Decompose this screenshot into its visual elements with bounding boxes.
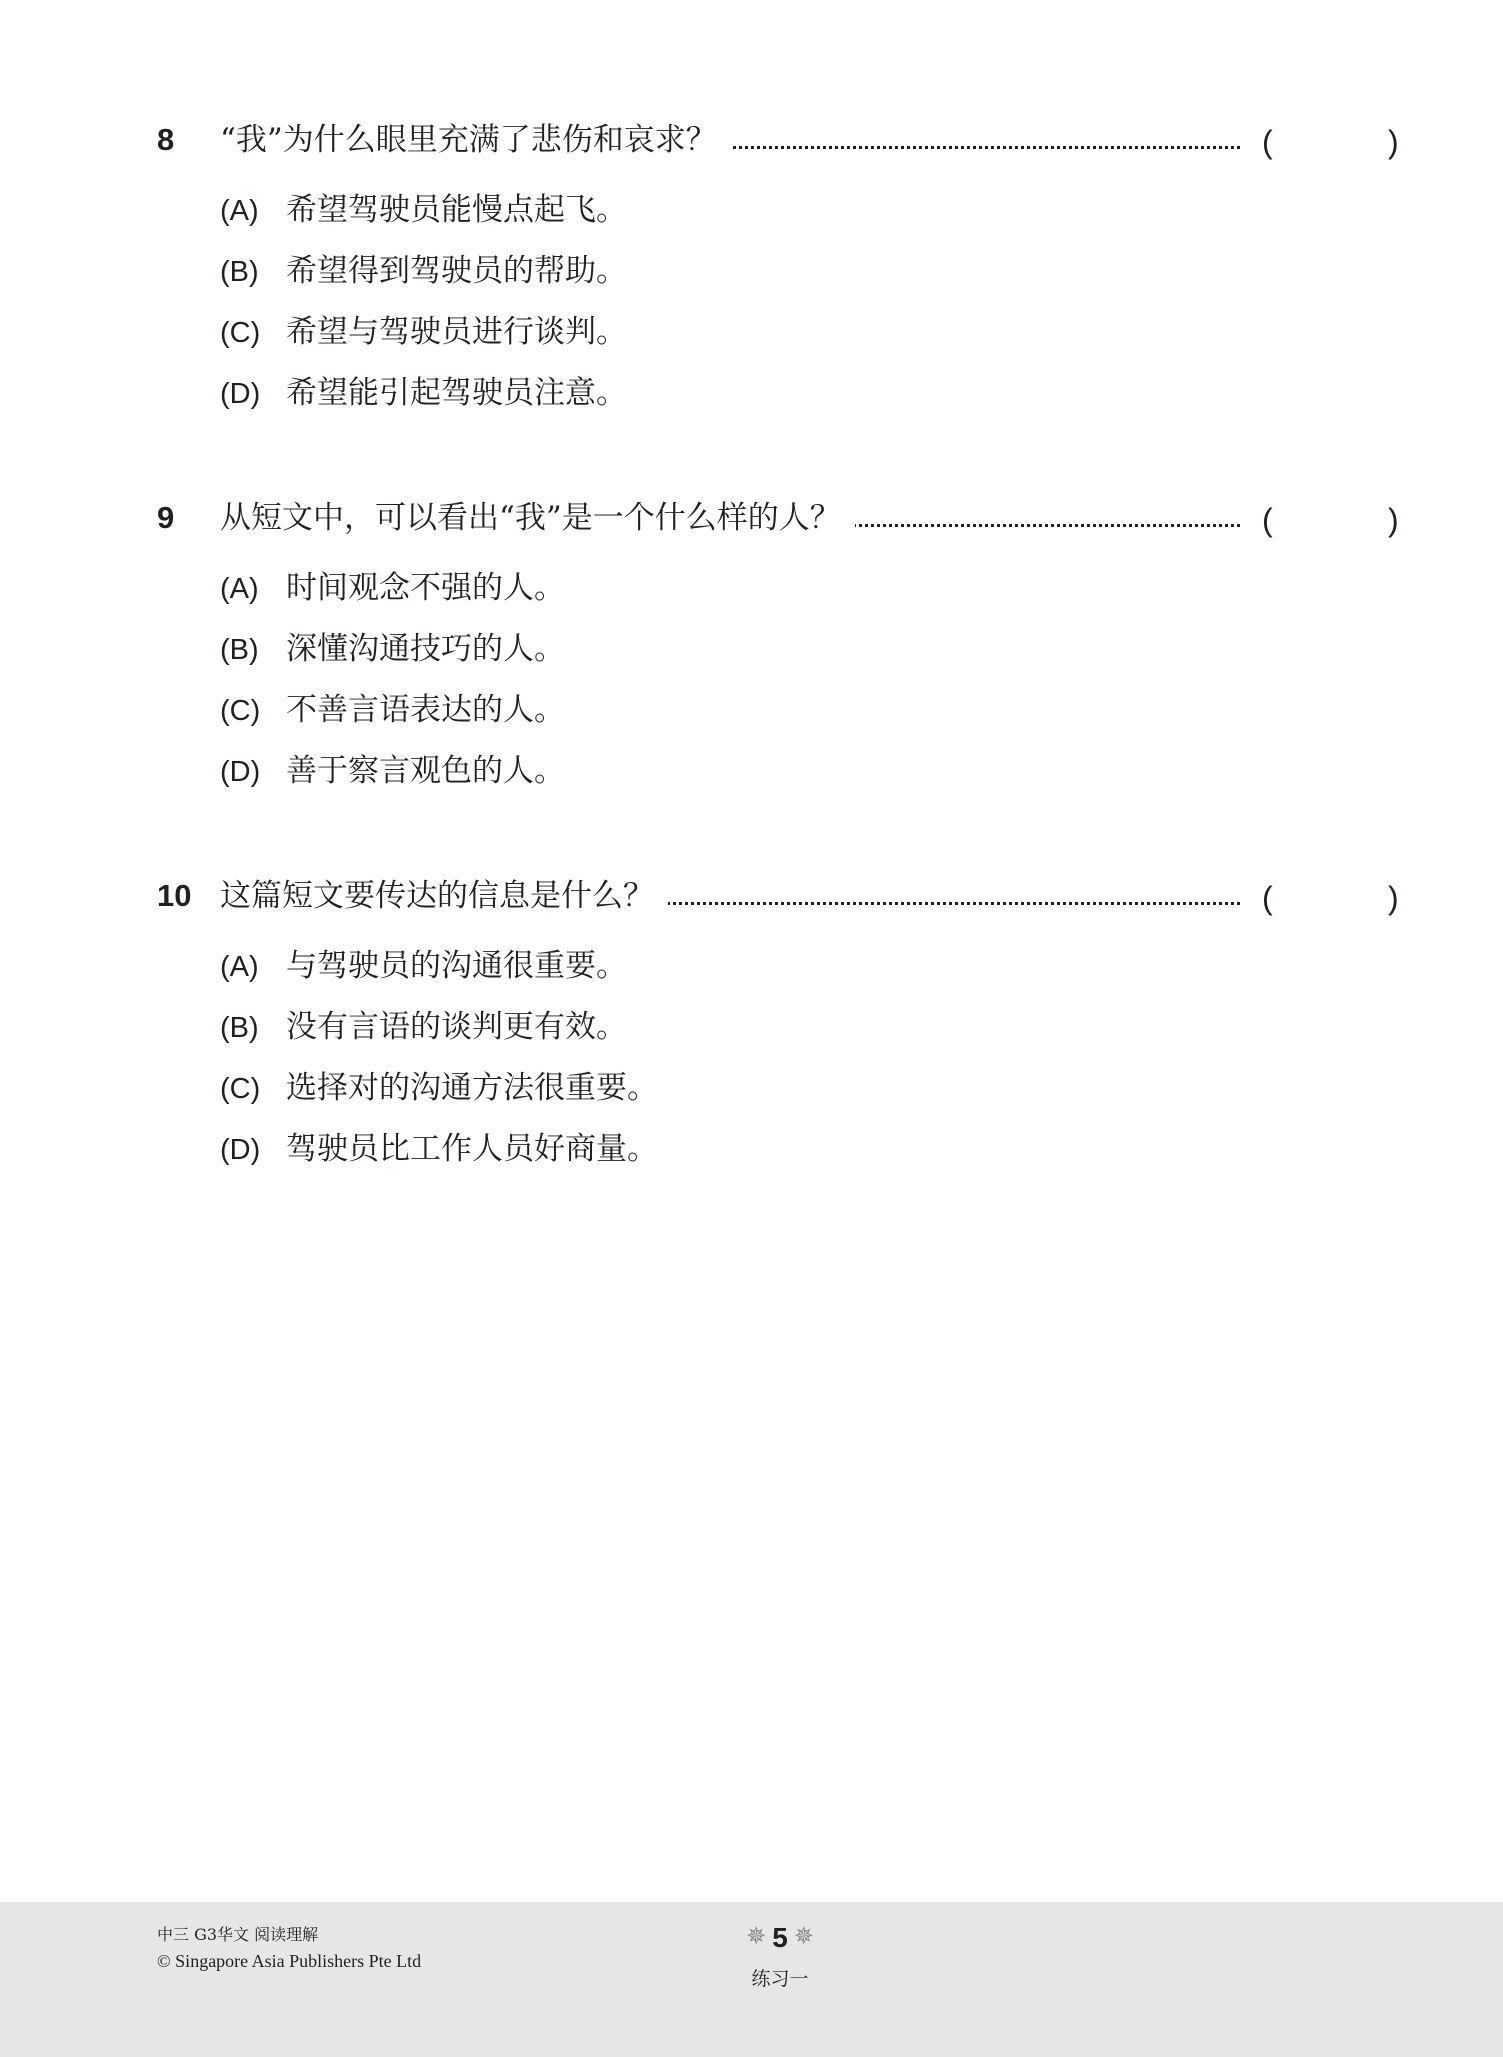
option-text: 希望与驾驶员进行谈判。 [286, 314, 627, 350]
question-row [0, 498, 1503, 538]
question-text: 这篇短文要传达的信息是什么？ [220, 876, 668, 916]
question-row [0, 876, 1503, 916]
option-label: (A) [220, 573, 259, 605]
option-label: (C) [220, 1073, 261, 1105]
option-text: 深懂沟通技巧的人。 [286, 631, 565, 667]
option-label: (D) [220, 1134, 261, 1166]
option-item [220, 1007, 627, 1047]
answer-paren-close: ) [1388, 880, 1399, 916]
answer-blank[interactable] [1280, 498, 1380, 542]
option-label: (D) [220, 378, 261, 410]
option-label: (C) [220, 695, 261, 727]
answer-blank[interactable] [1280, 876, 1380, 920]
option-item [220, 373, 627, 413]
option-text: 希望得到驾驶员的帮助。 [286, 253, 627, 289]
question-row [0, 120, 1503, 160]
page-footer [0, 1902, 1503, 2057]
question-text: 从短文中，可以看出“我”是一个什么样的人？ [220, 498, 855, 538]
page-number: 5 [772, 1922, 788, 1953]
copyright: © Singapore Asia Publishers Pte Ltd [157, 1951, 422, 1971]
star-icon: ✵ [746, 1923, 767, 1950]
option-label: (B) [220, 634, 259, 666]
section-label: 练习一 [751, 1968, 809, 1990]
answer-paren-open: ( [1262, 502, 1273, 538]
question-number: 10 [157, 878, 192, 913]
option-item [220, 568, 565, 608]
answer-blank[interactable] [1280, 120, 1380, 164]
option-label: (C) [220, 317, 261, 349]
option-label: (B) [220, 256, 259, 288]
option-item [220, 312, 627, 352]
question-text: “我”为什么眼里充满了悲伤和哀求？ [220, 120, 731, 160]
option-text: 没有言语的谈判更有效。 [286, 1009, 627, 1045]
question-number: 8 [157, 122, 175, 157]
question-number: 9 [157, 500, 175, 535]
option-text: 希望驾驶员能慢点起飞。 [286, 192, 627, 228]
answer-paren-close: ) [1388, 502, 1399, 538]
answer-paren-open: ( [1262, 124, 1273, 160]
option-item [220, 190, 627, 230]
option-text: 与驾驶员的沟通很重要。 [286, 948, 627, 984]
option-text: 时间观念不强的人。 [286, 570, 565, 606]
option-item [220, 751, 565, 791]
answer-paren-close: ) [1388, 124, 1399, 160]
option-text: 希望能引起驾驶员注意。 [286, 375, 627, 411]
option-item [220, 1129, 658, 1169]
star-icon: ✵ [793, 1923, 814, 1950]
option-label: (D) [220, 756, 261, 788]
option-item [220, 629, 565, 669]
option-text: 选择对的沟通方法很重要。 [286, 1070, 658, 1106]
dotted-leader [600, 902, 1240, 905]
option-label: (B) [220, 1012, 259, 1044]
option-item [220, 251, 627, 291]
option-label: (A) [220, 951, 259, 983]
option-text: 驾驶员比工作人员好商量。 [286, 1131, 658, 1167]
option-label: (A) [220, 195, 259, 227]
option-item [220, 946, 627, 986]
book-title: 中三 G3华文 阅读理解 [157, 1925, 319, 1944]
option-text: 善于察言观色的人。 [286, 753, 565, 789]
page-number-block [730, 1922, 830, 1954]
option-item [220, 1068, 658, 1108]
answer-paren-open: ( [1262, 880, 1273, 916]
option-item [220, 690, 565, 730]
option-text: 不善言语表达的人。 [286, 692, 565, 728]
